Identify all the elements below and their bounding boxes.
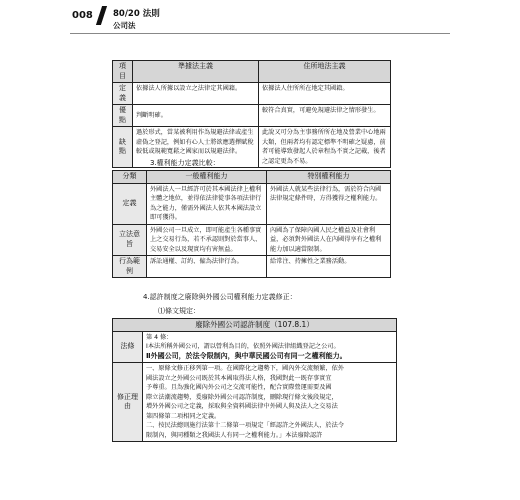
chapter-title: 80/20 法則 <box>113 9 160 19</box>
reason-line: 限制內，與同種類之我國法人有同一之權利能力。」本法廢除認許 <box>146 431 323 439</box>
table-cell: 判斷明確。 <box>133 105 259 127</box>
header-rule <box>70 33 450 34</box>
section-4-subtitle: ⑴條文規定： <box>158 307 200 315</box>
table-cell: 給常注、持擁性之業務活動。 <box>267 256 391 278</box>
col-header-incorporation: 準據法主義 <box>133 61 259 83</box>
table-cell: 外國法人一旦經許可於其本國法律上權利主體之地位，並得依法律從事各項法律行為之能力，僅需外國法人依其本國法設立即可獲得。 <box>147 183 267 224</box>
header-slash-decoration <box>96 6 107 25</box>
comparison-table-nationality <box>112 60 391 168</box>
table-cell: 外國公司一旦成立，即可能產生各種事實上之交易行為，若不承認則對於當事人、交易安全以及現實均有害無益。 <box>147 224 267 256</box>
section-4-title: 4.認許制度之廢除與外國公司權利能力定義修正： <box>143 293 297 301</box>
table-cell: 外國法人就某些法律行為，需於符合內國法律規定條件時，方得獲得之權利能力。 <box>267 183 391 224</box>
section-3-title: 3.權利能力定義比較： <box>150 159 220 167</box>
table-row <box>113 363 397 442</box>
reason-line: 予尊重。且為強化國內外公司之交流可能性，配合實際營運需要及國 <box>146 384 332 391</box>
page-number: 008 <box>72 10 93 21</box>
row-label: 修正理由 <box>113 363 143 442</box>
row-label: 法條 <box>113 331 143 363</box>
reason-line: 一、原條文修正移列第一項。在國際化之趨勢下，國內外交流頻繁，依外 <box>146 365 344 372</box>
law-line: Ⅰ本法所稱外國公司，謂以營利為目的，依照外國法律組織登記之公司。 <box>146 343 340 350</box>
row-label: 立法意旨 <box>113 224 147 256</box>
col-header-general: 一般權利能力 <box>147 171 267 184</box>
comparison-table-capacity <box>112 170 391 278</box>
reason-line: 際立法潮流趨勢，爰廢除外國公司認許制度，刪除現行條文後段規定， <box>146 393 338 401</box>
table-cell: 依據法人所據以設立之法律定其國籍。 <box>133 83 259 105</box>
col-header-category: 分類 <box>113 171 147 184</box>
table-row <box>113 331 397 363</box>
reason-line: 第四條第二項相同之定義。 <box>146 412 221 420</box>
col-header-special: 特別權利能力 <box>267 171 391 184</box>
row-label: 定義 <box>113 183 147 224</box>
table-row <box>113 83 391 105</box>
row-label: 優點 <box>113 105 133 127</box>
law-line-emphasis: Ⅱ外國公司，於法令限制內，與中華民國公司有同一之權利能力。 <box>146 351 347 360</box>
reason-line: 二、按民法總則施行法第十二條第一項規定「經認許之外國法人，於法令 <box>146 422 344 429</box>
row-label: 定義 <box>113 83 133 105</box>
amendment-table-title: 廢除外國公司認許制度（107.8.1） <box>113 319 397 332</box>
law-line: 第 4 條： <box>146 333 173 341</box>
table-cell: 過於形式，當某被利用作為規避法律或產生虛偽之登記，例如有心人士將欲應選擇賦稅較低或規範寬鬆之國家而以規避法律。 <box>133 127 259 168</box>
amendment-table <box>112 318 397 442</box>
table-cell: 依據法人住所所在地定其國籍。 <box>259 83 391 105</box>
reason-line: 國法設立之外國公司既於其本國取得法人格，我國對此一既存事實宜 <box>146 374 332 382</box>
reason-text-cell <box>143 363 397 442</box>
col-header-item: 項目 <box>113 61 133 83</box>
row-label: 缺點 <box>113 127 133 168</box>
law-text-cell <box>143 331 397 363</box>
row-label: 行為範例 <box>113 256 147 278</box>
subject-title: 公司法 <box>113 21 136 30</box>
table-cell: 較符合真實，可避免規避法律之情形發生。 <box>259 105 391 127</box>
col-header-domicile: 住所地法主義 <box>259 61 391 83</box>
reason-line: 增外外國公司之定義，採取與全資料國法律中外國人與及法人之交易法 <box>146 403 338 410</box>
table-cell: 訴訟通權、訂約、僱為法律行為。 <box>147 256 267 278</box>
table-row <box>113 105 391 127</box>
table-row <box>113 224 391 256</box>
table-row <box>113 256 391 278</box>
table-row <box>113 183 391 224</box>
table-cell: 內國為了保障內國人民之權益及社會利益，必須對外國法人在內國得享有之權利能力加以適當限制。 <box>267 224 391 256</box>
table-cell: 此說又可分為主事務所所在地及營業中心地兩大類，但兩者均有認定標準不明確之疑慮，前者可能導致發起人於章程為不實之記載，後者之認定更為不易。 <box>259 127 391 168</box>
